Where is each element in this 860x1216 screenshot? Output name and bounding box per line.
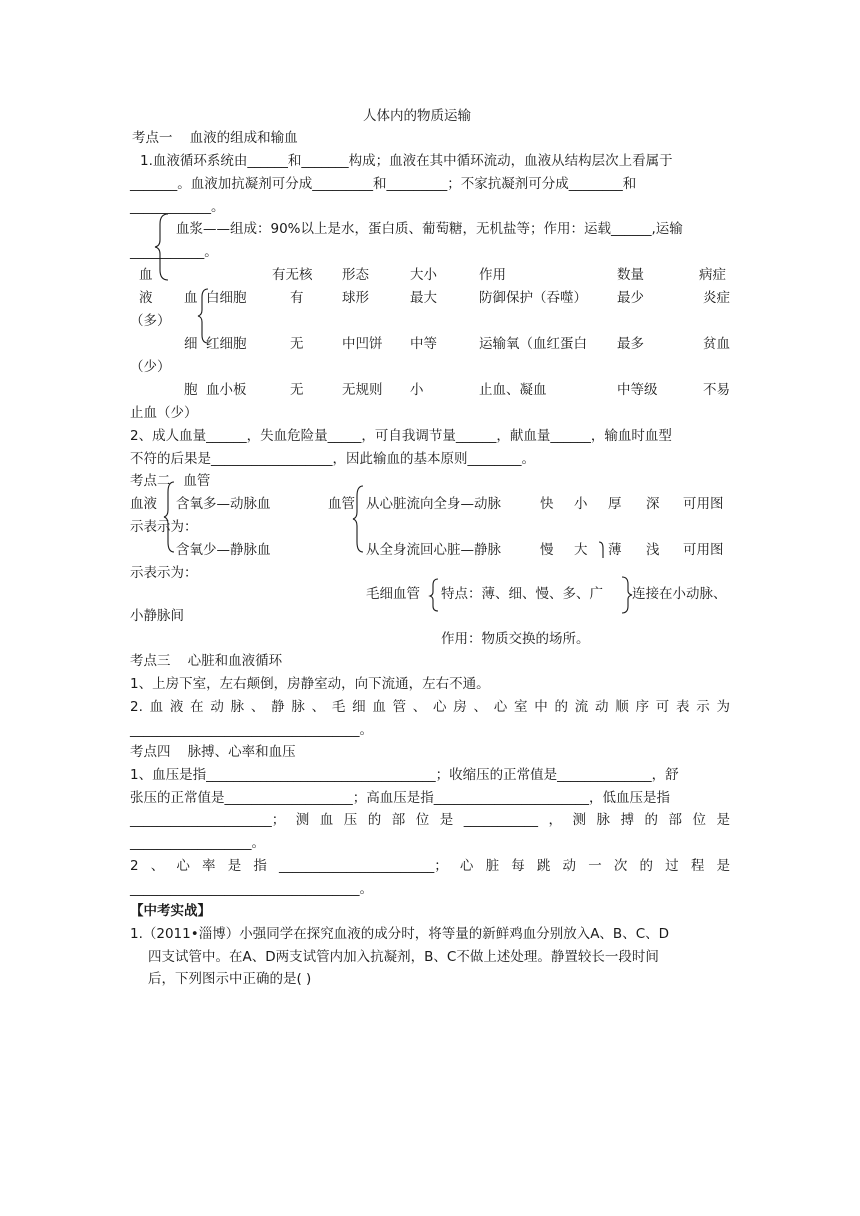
capillary-function: 作用：物质交换的场所。 xyxy=(441,631,590,647)
s1-paragraph-1-line-2: _______。血液加抗凝剂可分成_________和_________；不家抗凝剂可分成________和 xyxy=(130,176,637,192)
table-row-rbc-name: 红细胞 xyxy=(206,336,247,352)
table-row-rbc-disease: 贫血 xyxy=(703,336,730,352)
s4-line-4: __________________。 xyxy=(130,835,265,851)
vein-prop-speed: 慢 xyxy=(540,542,554,558)
table-row-rbc-amount: 最多 xyxy=(617,336,644,352)
table-row-rbc-function: 运输氧（血红蛋白 xyxy=(479,336,587,352)
table-row-wbc-function: 防御保护（吞噬） xyxy=(479,290,587,306)
s3-paragraph-1: 1、上房下室，左右颠倒，房静室动，向下流通，左右不通。 xyxy=(130,676,490,692)
brace-vessels xyxy=(351,484,365,554)
brace-vessel-flow xyxy=(597,540,609,560)
table-row-platelet-nucleus: 无 xyxy=(290,382,304,398)
artery-description: 从心脏流向全身—动脉 xyxy=(366,496,501,512)
table-header-function: 作用 xyxy=(479,267,506,283)
plasma-line-1: 血浆——组成：90%以上是水，蛋白质、葡萄糖，无机盐等；作用：运载______,运输 xyxy=(176,221,683,237)
table-row-platelet-name: 血小板 xyxy=(206,382,247,398)
section-1-heading: 考点一 血液的组成和输血 xyxy=(132,130,298,146)
table-row-wbc-size: 最大 xyxy=(410,290,437,306)
table-header-nucleus: 有无核 xyxy=(272,267,313,283)
artery-blood: 含氧多—动脉血 xyxy=(176,496,271,512)
table-row-wbc-amount: 最少 xyxy=(617,290,644,306)
cell-char-bao: 胞 xyxy=(184,382,198,398)
question-1-line-2: 四支试管中。在A、D两支试管内加入抗凝剂，B、C不做上述处理。静置较长一段时间 xyxy=(148,949,659,965)
vein-diagram-note: 可用图 xyxy=(683,542,724,558)
s4-line-5: 2、心率是指_______________________；心脏每跳动一次的过程是 xyxy=(130,858,730,874)
vein-diagram-wrap: 示表示为： xyxy=(130,565,198,581)
artery-diagram-wrap: 示表示为： xyxy=(130,519,198,535)
section-4-heading: 考点四 脉搏、心率和血压 xyxy=(130,744,296,760)
table-row-rbc-size: 中等 xyxy=(410,336,437,352)
table-header-size: 大小 xyxy=(410,267,437,283)
table-row-platelet-disease: 不易 xyxy=(703,382,730,398)
less-label: （少） xyxy=(130,359,171,375)
vein-description: 从全身流回心脏—静脉 xyxy=(366,542,501,558)
table-row-wbc-name: 白细胞 xyxy=(206,290,247,306)
s1-paragraph-1-line-1: 1.血液循环系统由______和_______构成；血液在其中循环流动，血液从结构层次上看属于 xyxy=(140,153,673,169)
s4-line-2: 张压的正常值是___________________；高血压是指_______________________，低血压是指 xyxy=(130,790,670,806)
table-row-platelet-amount: 中等级 xyxy=(617,382,658,398)
artery-prop-lumen: 小 xyxy=(574,496,588,512)
blood-char: 血 xyxy=(139,267,153,283)
liquid-char: 液 xyxy=(139,290,153,306)
vein-prop-depth: 浅 xyxy=(646,542,660,558)
table-header-shape: 形态 xyxy=(342,267,369,283)
page-title: 人体内的物质运输 xyxy=(363,108,471,124)
artery-diagram-note: 可用图 xyxy=(683,496,724,512)
section-3-heading: 考点三 心脏和血液循环 xyxy=(130,653,283,669)
artery-prop-wall: 厚 xyxy=(608,496,622,512)
brace-capillary-left xyxy=(428,577,440,613)
plasma-line-2: ___________。 xyxy=(130,244,218,260)
vein-prop-lumen: 大 xyxy=(574,542,588,558)
table-row-wbc-nucleus: 有 xyxy=(290,290,304,306)
artery-prop-depth: 深 xyxy=(646,496,660,512)
more-label: （多） xyxy=(130,313,171,329)
table-row-wbc-disease: 炎症 xyxy=(703,290,730,306)
section-2-heading: 考点二 血管 xyxy=(130,473,211,489)
s1-paragraph-2-line-1: 2、成人血量______，失血危险量_____，可自我调节量______，献血量______，输血时血型 xyxy=(130,428,672,444)
s4-line-1: 1、血压是指__________________________________；收缩压的正常值是______________，舒 xyxy=(130,767,679,783)
table-row-rbc-shape: 中凹饼 xyxy=(342,336,383,352)
s3-paragraph-2-line-1: 2.血液在动脉、静脉、毛细血管、心房、心室中的流动顺序可表示为 xyxy=(130,699,730,715)
vein-prop-wall: 薄 xyxy=(608,542,622,558)
capillary-connect: 连接在小动脉、 xyxy=(632,586,727,602)
table-row-platelet-function: 止血、凝血 xyxy=(479,382,547,398)
table-wrap-text: 止血（少） xyxy=(130,405,198,421)
table-row-platelet-size: 小 xyxy=(410,382,424,398)
vein-blood: 含氧少—静脉血 xyxy=(176,542,271,558)
s1-paragraph-2-line-2: 不符的后果是__________________，因此输血的基本原则________。 xyxy=(130,451,535,467)
vessel-label: 血管 xyxy=(328,496,355,512)
capillary-connect-wrap: 小静脉间 xyxy=(130,608,184,624)
question-1-line-1: 1.（2011•淄博）小强同学在探究血液的成分时，将等量的新鲜鸡血分别放入A、B、C、D xyxy=(130,926,670,942)
s1-paragraph-1-line-3: ____________。 xyxy=(130,199,225,215)
s4-line-6: __________________________________。 xyxy=(130,881,373,897)
table-header-amount: 数量 xyxy=(617,267,644,283)
table-row-rbc-nucleus: 无 xyxy=(290,336,304,352)
table-row-platelet-shape: 无规则 xyxy=(342,382,383,398)
table-header-disease: 病症 xyxy=(699,267,726,283)
capillary-label: 毛细血管 xyxy=(366,586,420,602)
artery-prop-speed: 快 xyxy=(540,496,554,512)
table-row-wbc-shape: 球形 xyxy=(342,290,369,306)
cell-char-blood: 血 xyxy=(184,290,198,306)
blood-label: 血液 xyxy=(130,496,157,512)
s4-line-3: _____________________；测血压的部位是___________，测脉搏的部位是 xyxy=(130,812,730,828)
s3-paragraph-2-line-2: __________________________________。 xyxy=(130,722,373,738)
question-1-line-3: 后，下列图示中正确的是( ) xyxy=(148,971,312,987)
capillary-traits: 特点：薄、细、慢、多、广 xyxy=(441,586,603,602)
cell-char-cell: 细 xyxy=(184,336,198,352)
practice-heading: 【中考实战】 xyxy=(130,903,211,919)
